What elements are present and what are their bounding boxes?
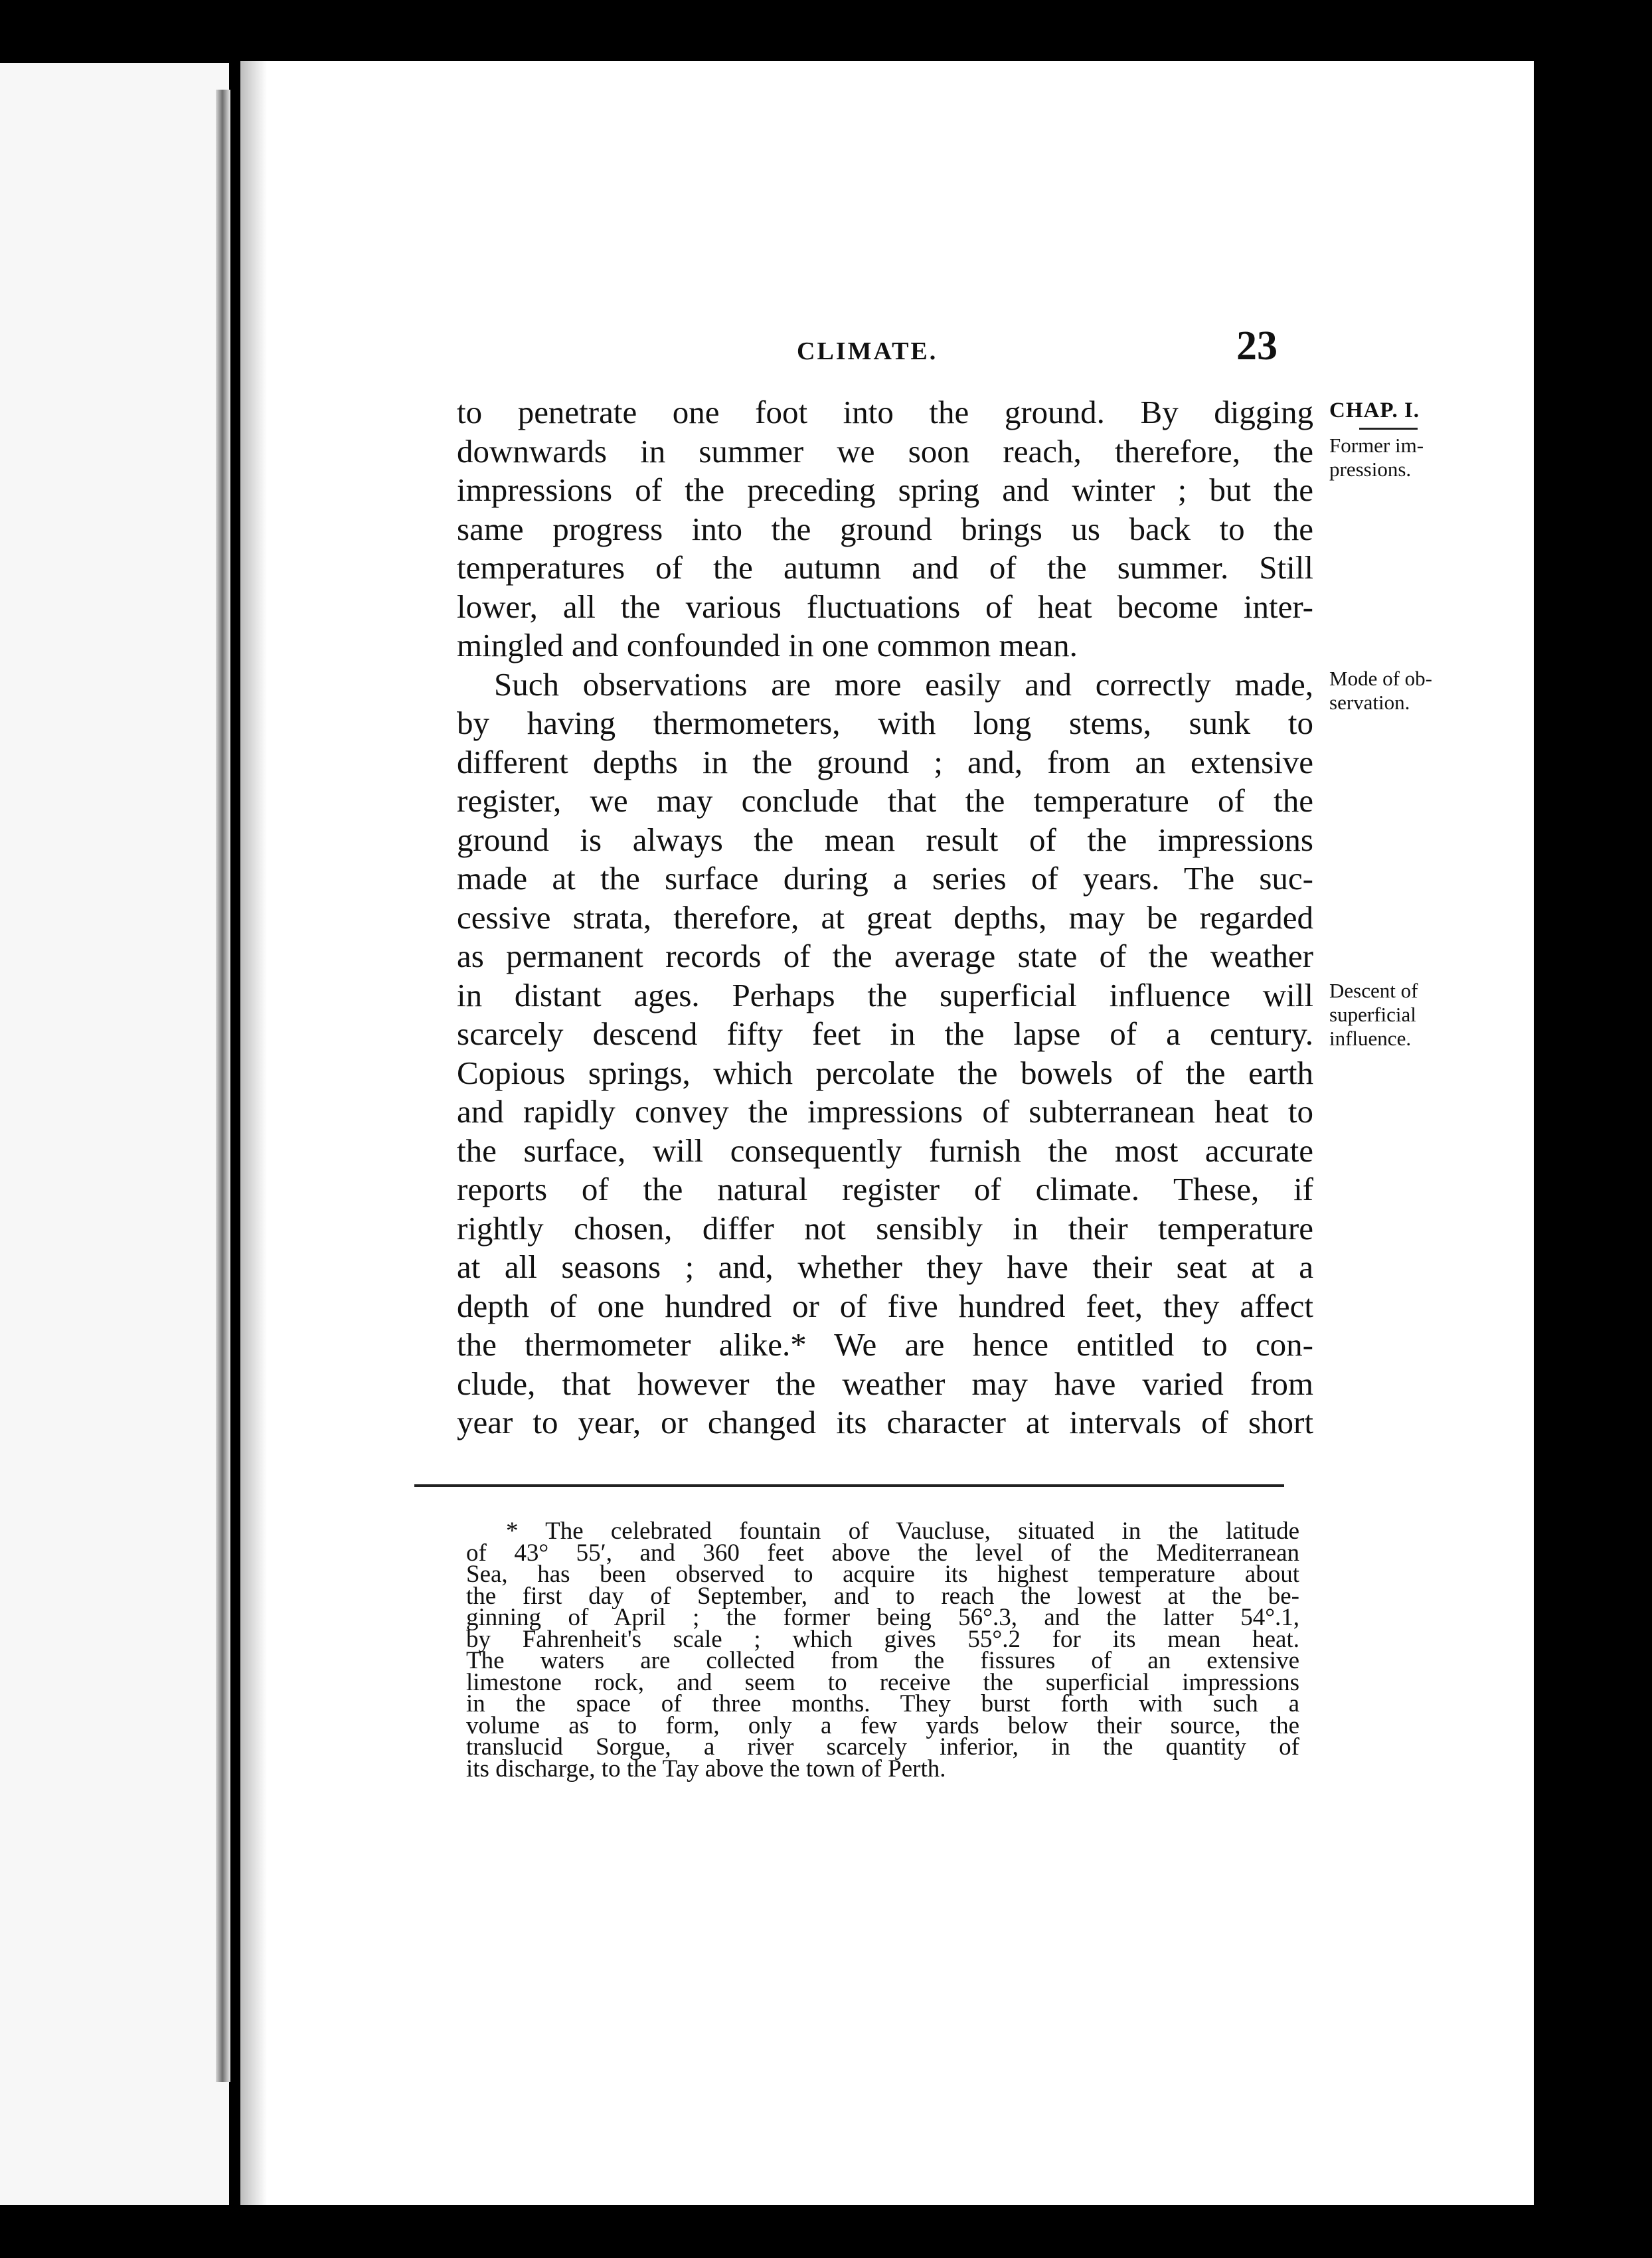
body-line: cessive strata, therefore, at great depths, may be regarded	[457, 899, 1313, 936]
spine-shadow	[240, 61, 267, 2205]
chapter-rule	[1359, 428, 1418, 430]
side-note-line: Mode of ob-	[1329, 667, 1432, 690]
footnote-line: the first day of September, and to reach the lowest at the be-	[466, 1582, 1299, 1610]
footnote-line: * The celebrated fountain of Vaucluse, situated in the latitude	[506, 1518, 1299, 1545]
body-text	[457, 393, 1313, 1442]
body-line: at all seasons ; and, whether they have their seat at a	[457, 1249, 1313, 1285]
body-line: ground is always the mean result of the impressions	[457, 821, 1313, 858]
body-line: downwards in summer we soon reach, therefore, the	[457, 432, 1313, 470]
body-line: lower, all the various fluctuations of heat become inter-	[457, 588, 1313, 625]
body-line: scarcely descend fifty feet in the lapse of a century.	[457, 1015, 1313, 1052]
body-line: year to year, or changed its character at intervals of short	[457, 1404, 1313, 1440]
footnote-line: Sea, has been observed to acquire its highest temperature about	[466, 1561, 1299, 1588]
body-line: reports of the natural register of climate. These, if	[457, 1171, 1313, 1207]
body-line: made at the surface during a series of years. The suc-	[457, 860, 1313, 897]
body-line: same progress into the ground brings us back to the	[457, 510, 1313, 547]
book-page	[240, 61, 1534, 2205]
body-line: different depths in the ground ; and, from an extensive	[457, 743, 1313, 780]
footnote-line: of 43° 55′, and 360 feet above the level of the Mediterranean	[466, 1539, 1299, 1567]
body-line: in distant ages. Perhaps the superficial influence will	[457, 976, 1313, 1013]
footnote-line: limestone rock, and seem to receive the superficial impressions	[466, 1668, 1299, 1696]
body-line: mingled and confounded in one common mean.	[457, 627, 1078, 663]
body-line: as permanent records of the average state of the weather	[457, 938, 1313, 974]
side-note-line: Descent of	[1329, 979, 1418, 1002]
footnote-rule	[414, 1484, 1284, 1487]
footnote-line: The waters are collected from the fissures of an extensive	[466, 1647, 1299, 1674]
body-line: to penetrate one foot into the ground. By digging	[457, 394, 1313, 430]
side-note-chapter	[1329, 398, 1509, 481]
side-note-descent	[1329, 979, 1509, 1051]
body-line: temperatures of the autumn and of the summer. Still	[457, 549, 1313, 586]
body-line: and rapidly convey the impressions of subterranean heat to	[457, 1093, 1313, 1130]
left-page-edge	[216, 90, 230, 2082]
body-line: Such observations are more easily and correctly made,	[494, 665, 1313, 703]
side-note-line: superficial	[1329, 1003, 1416, 1026]
footnote-line: its discharge, to the Tay above the town of Perth.	[466, 1755, 946, 1782]
footnote	[466, 1518, 1299, 1782]
footnote-line: ginning of April ; the former being 56°.3, and the latter 54°.1,	[466, 1604, 1299, 1631]
body-line: clude, that however the weather may have varied from	[457, 1365, 1313, 1402]
side-note-line: Former im-	[1329, 434, 1424, 457]
body-line: impressions of the preceding spring and winter ; but the	[457, 472, 1313, 508]
footnote-line: translucid Sorgue, a river scarcely inferior, in the quantity of	[466, 1733, 1299, 1761]
body-line: Copious springs, which percolate the bowels of the earth	[457, 1054, 1313, 1091]
footnote-line: volume as to form, only a few yards below their source, the	[466, 1711, 1299, 1739]
body-line: by having thermometers, with long stems, sunk to	[457, 705, 1313, 741]
running-head	[240, 274, 1534, 369]
side-note-observation	[1329, 667, 1509, 715]
footnote-line: by Fahrenheit's scale ; which gives 55°.2 for its mean heat.	[466, 1625, 1299, 1653]
body-line: rightly chosen, differ not sensibly in their temperature	[457, 1209, 1313, 1247]
body-line: depth of one hundred or of five hundred feet, they affect	[457, 1287, 1313, 1324]
chapter-label: CHAP. I.	[1329, 398, 1420, 422]
body-line: register, we may conclude that the temperature of the	[457, 782, 1313, 819]
footnote-line: in the space of three months. They burst forth with such a	[466, 1690, 1299, 1717]
page-number: 23	[1236, 323, 1278, 369]
running-head-title: CLIMATE.	[797, 337, 938, 365]
body-line: the thermometer alike.* We are hence entitled to con-	[457, 1326, 1313, 1363]
left-page-leaf	[0, 63, 229, 2205]
side-note-line: influence.	[1329, 1027, 1412, 1050]
side-note-line: servation.	[1329, 691, 1410, 714]
side-note-line: pressions.	[1329, 458, 1412, 481]
body-line: the surface, will consequently furnish the most accurate	[457, 1132, 1313, 1169]
